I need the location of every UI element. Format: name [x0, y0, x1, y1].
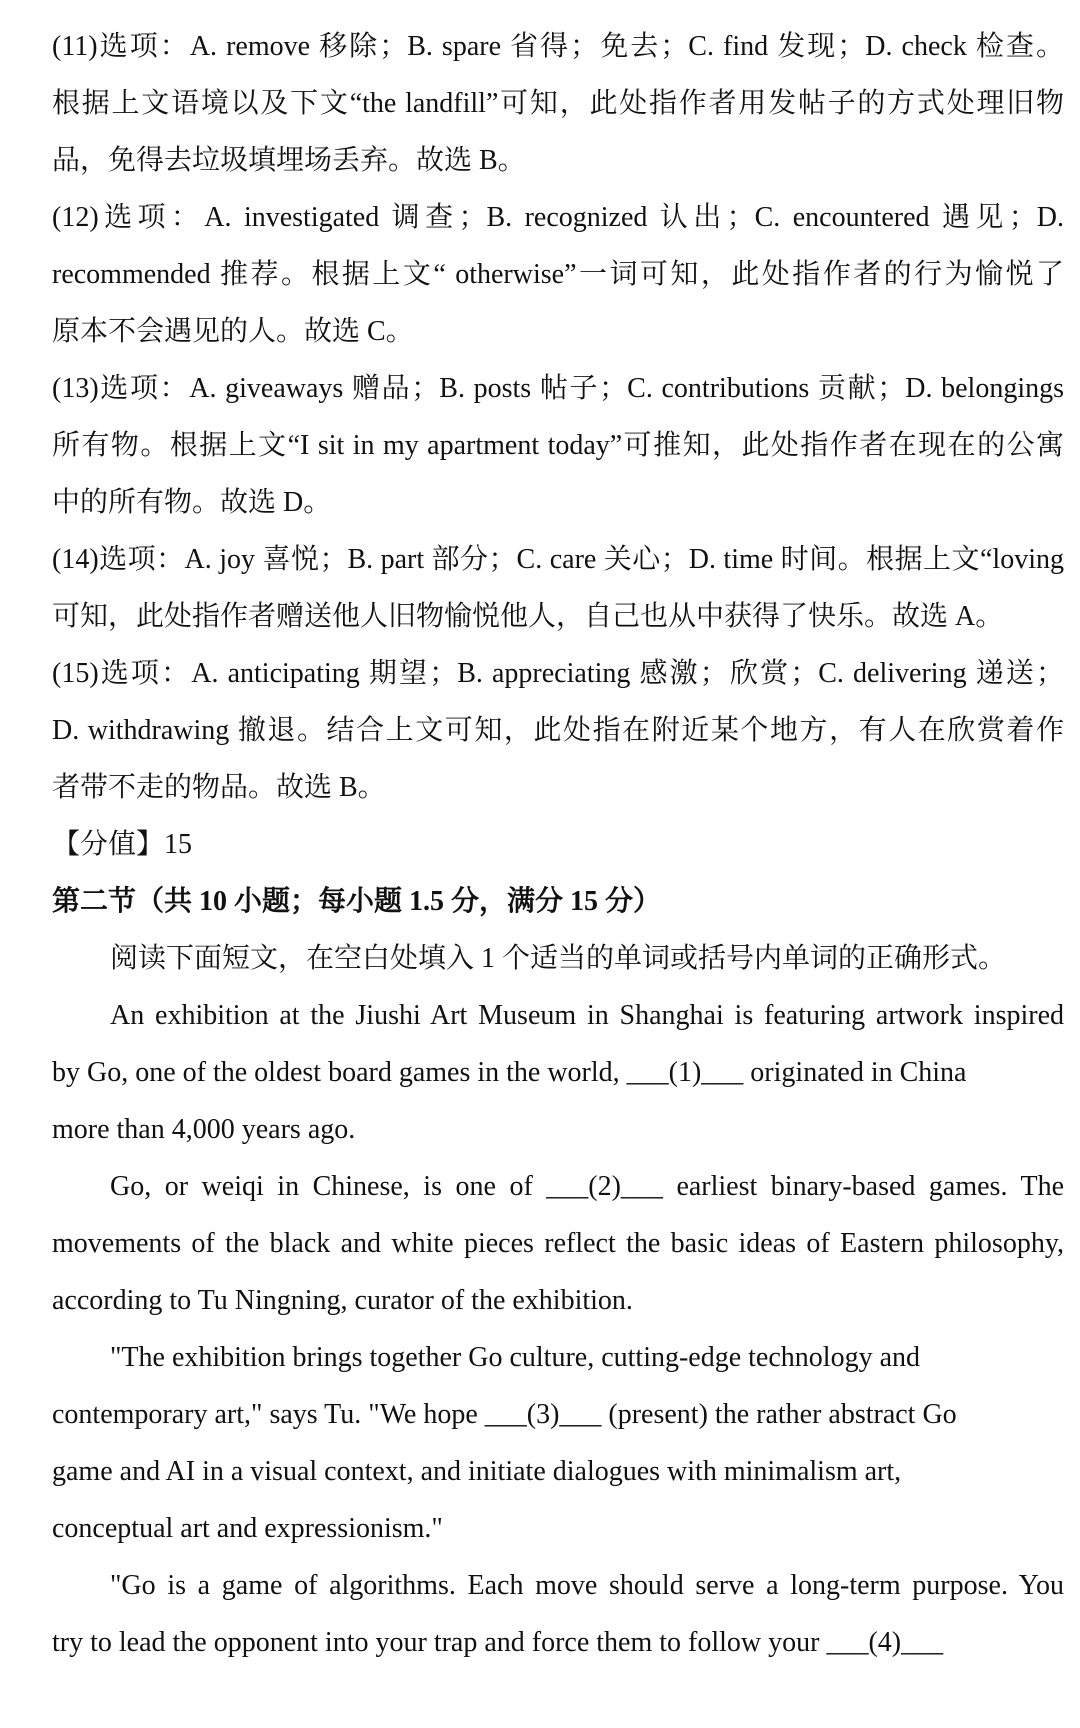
- passage-line: game and AI in a visual context, and initiate dialogues with minimalism art,: [52, 1456, 902, 1487]
- explanation-line: 根据上文语境以及下文“the landfill”可知，此处指作者用发帖子的方式处理旧物: [52, 88, 1064, 119]
- passage-line: "Go is a game of algorithms. Each move should serve a long-term purpose. You: [110, 1570, 1064, 1601]
- explanation-line: 品，免得去垃圾填埋场丢弃。故选 B。: [52, 145, 526, 176]
- explanation-line: 所有物。根据上文“I sit in my apartment today”可推知，此处指作者在现在的公寓: [52, 430, 1064, 461]
- instruction-text: 阅读下面短文，在空白处填入 1 个适当的单词或括号内单词的正确形式。: [110, 943, 1007, 974]
- passage-line: try to lead the opponent into your trap and force them to follow your ___(4)___: [52, 1627, 944, 1658]
- explanation-line: 可知，此处指作者赠送他人旧物愉悦他人，自己也从中获得了快乐。故选 A。: [52, 601, 1004, 632]
- explanation-13: [52, 360, 1064, 531]
- passage-line: "The exhibition brings together Go culture, cutting-edge technology and: [110, 1342, 920, 1373]
- explanation-15: [52, 645, 1064, 816]
- passage-paragraph-1: [52, 987, 1064, 1158]
- explanation-line: recommended 推荐。根据上文“ otherwise”一词可知，此处指作者的行为愉悦了: [52, 259, 1064, 290]
- explanation-14: [52, 531, 1064, 645]
- passage-paragraph-2: [52, 1158, 1064, 1329]
- passage-paragraph-3: [52, 1329, 1064, 1557]
- explanation-line: D. withdrawing 撤退。结合上文可知，此处指在附近某个地方，有人在欣赏着作: [52, 715, 1064, 746]
- passage-line: conceptual art and expressionism.": [52, 1513, 443, 1544]
- explanation-line: (13)选项：A. giveaways 赠品；B. posts 帖子；C. contributions 贡献；D. belongings: [52, 373, 1064, 404]
- explanation-line: (14)选项：A. joy 喜悦；B. part 部分；C. care 关心；D. time 时间。根据上文“loving: [52, 544, 1064, 575]
- passage-paragraph-4: [52, 1557, 1064, 1671]
- document-page: [52, 18, 1064, 1671]
- passage-line: contemporary art," says Tu. "We hope ___(3)___ (present) the rather abstract Go: [52, 1399, 957, 1430]
- passage-line: by Go, one of the oldest board games in the world, ___(1)___ originated in China: [52, 1057, 967, 1088]
- explanation-line: 中的所有物。故选 D。: [52, 487, 332, 518]
- explanation-line: (15)选项：A. anticipating 期望；B. appreciating 感激；欣赏；C. delivering 递送；: [52, 658, 1064, 689]
- explanation-11: [52, 18, 1064, 189]
- explanation-line: (12)选项：A. investigated 调查；B. recognized 认出；C. encountered 遇见；D.: [52, 202, 1064, 233]
- passage-line: Go, or weiqi in Chinese, is one of ___(2)___ earliest binary-based games. The: [110, 1171, 1064, 1202]
- explanation-line: (11)选项：A. remove 移除；B. spare 省得；免去；C. find 发现；D. check 检查。: [52, 31, 1064, 62]
- passage-line: more than 4,000 years ago.: [52, 1114, 356, 1145]
- passage-line: according to Tu Ningning, curator of the exhibition.: [52, 1285, 633, 1316]
- explanation-line: 者带不走的物品。故选 B。: [52, 772, 386, 803]
- explanation-line: 原本不会遇见的人。故选 C。: [52, 316, 414, 347]
- passage-line: An exhibition at the Jiushi Art Museum in Shanghai is featuring artwork inspired: [110, 1000, 1064, 1031]
- score-line: 【分值】15: [52, 829, 193, 860]
- section-title: 第二节（共 10 小题；每小题 1.5 分，满分 15 分）: [52, 886, 662, 917]
- passage-line: movements of the black and white pieces reflect the basic ideas of Eastern philosophy,: [52, 1228, 1064, 1259]
- explanation-12: [52, 189, 1064, 360]
